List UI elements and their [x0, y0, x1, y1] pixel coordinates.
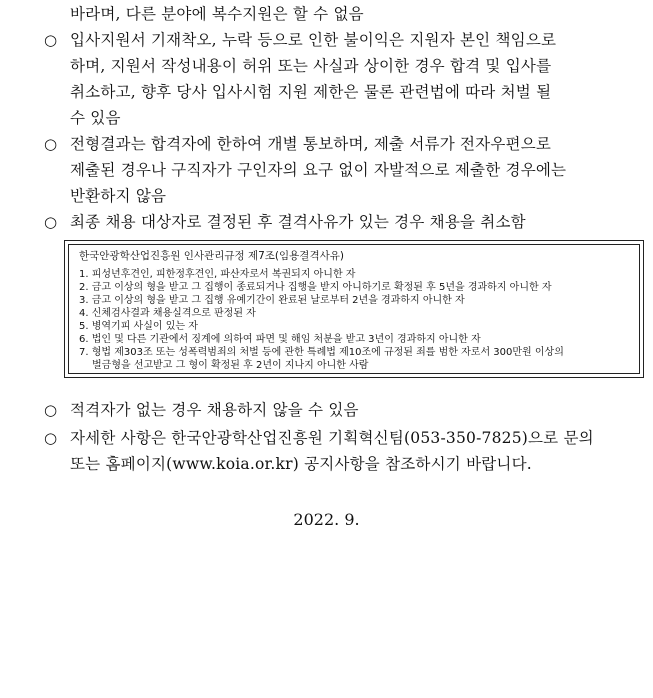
item-1-line-1: 입사지원서 기재착오, 누락 등으로 인한 불이익은 지원자 본인 책임으로	[70, 31, 557, 49]
item-1-line-2: 하며, 지원서 작성내용이 허위 또는 사실과 상이한 경우 합격 및 입사를	[70, 57, 552, 75]
regulation-line-2: 2. 금고 이상의 형을 받고 그 집행이 종료되거나 집행을 받지 아니하기로 확정된 후 5년을 경과하지 아니한 자	[79, 282, 552, 293]
continuation-line: 바라며, 다른 분야에 복수지원은 할 수 없음	[70, 5, 364, 23]
bottom-item-2-line-1: 자세한 사항은 한국안광학산업진흥원 기획혁신팀(053-350-7825)으로 문의	[70, 429, 594, 447]
bullet-icon: ○	[44, 401, 58, 419]
item-2-line-1: 전형결과는 합격자에 한하여 개별 통보하며, 제출 서류가 전자우편으로	[70, 135, 552, 153]
bullet-icon: ○	[44, 135, 58, 153]
notice-date: 2022. 9.	[293, 510, 360, 529]
item-2-line-2: 제출된 경우나 구직자가 구인자의 요구 없이 자발적으로 제출한 경우에는	[70, 161, 567, 179]
regulation-line-7: 7. 형법 제303조 또는 성폭력범죄의 처벌 등에 관한 특례법 제10조에 규정된 죄를 범한 자로서 300만원 이상의	[79, 347, 564, 358]
regulation-line-5: 5. 병역기피 사실이 있는 자	[79, 321, 198, 332]
regulation-line-3: 3. 금고 이상의 형을 받고 그 집행 유예기간이 완료된 날로부터 2년을 경과하지 아니한 자	[79, 295, 465, 306]
regulation-box-inner-border	[68, 244, 640, 374]
bullet-icon: ○	[44, 429, 58, 447]
regulation-box	[64, 240, 644, 378]
bullet-icon: ○	[44, 213, 58, 231]
regulation-box-title: 한국안광학산업진흥원 인사관리규정 제7조(임용결격사유)	[79, 250, 344, 262]
regulation-line-1: 1. 피성년후견인, 피한정후견인, 파산자로서 복권되지 아니한 자	[79, 269, 356, 280]
bullet-icon: ○	[44, 31, 58, 49]
item-2-line-3: 반환하지 않음	[70, 187, 167, 205]
regulation-line-7-continued: 벌금형을 선고받고 그 형이 확정된 후 2년이 지나지 아니한 사람	[92, 360, 369, 371]
item-3-line-1: 최종 채용 대상자로 결정된 후 결격사유가 있는 경우 채용을 취소함	[70, 213, 526, 231]
item-1-line-4: 수 있음	[70, 109, 121, 127]
item-1-line-3: 취소하고, 향후 당사 입사시험 지원 제한은 물론 관련법에 따라 처벌 될	[70, 83, 552, 101]
regulation-line-6: 6. 법인 및 다른 기관에서 징계에 의하여 파면 및 해임 처분을 받고 3년이 경과하지 아니한 자	[79, 334, 481, 345]
regulation-line-4: 4. 신체검사결과 채용실격으로 판정된 자	[79, 308, 256, 319]
bottom-item-1-line-1: 적격자가 없는 경우 채용하지 않을 수 있음	[70, 401, 359, 419]
bottom-item-2-line-2: 또는 홈페이지(www.koia.or.kr) 공지사항을 참조하시기 바랍니다.	[70, 455, 532, 473]
